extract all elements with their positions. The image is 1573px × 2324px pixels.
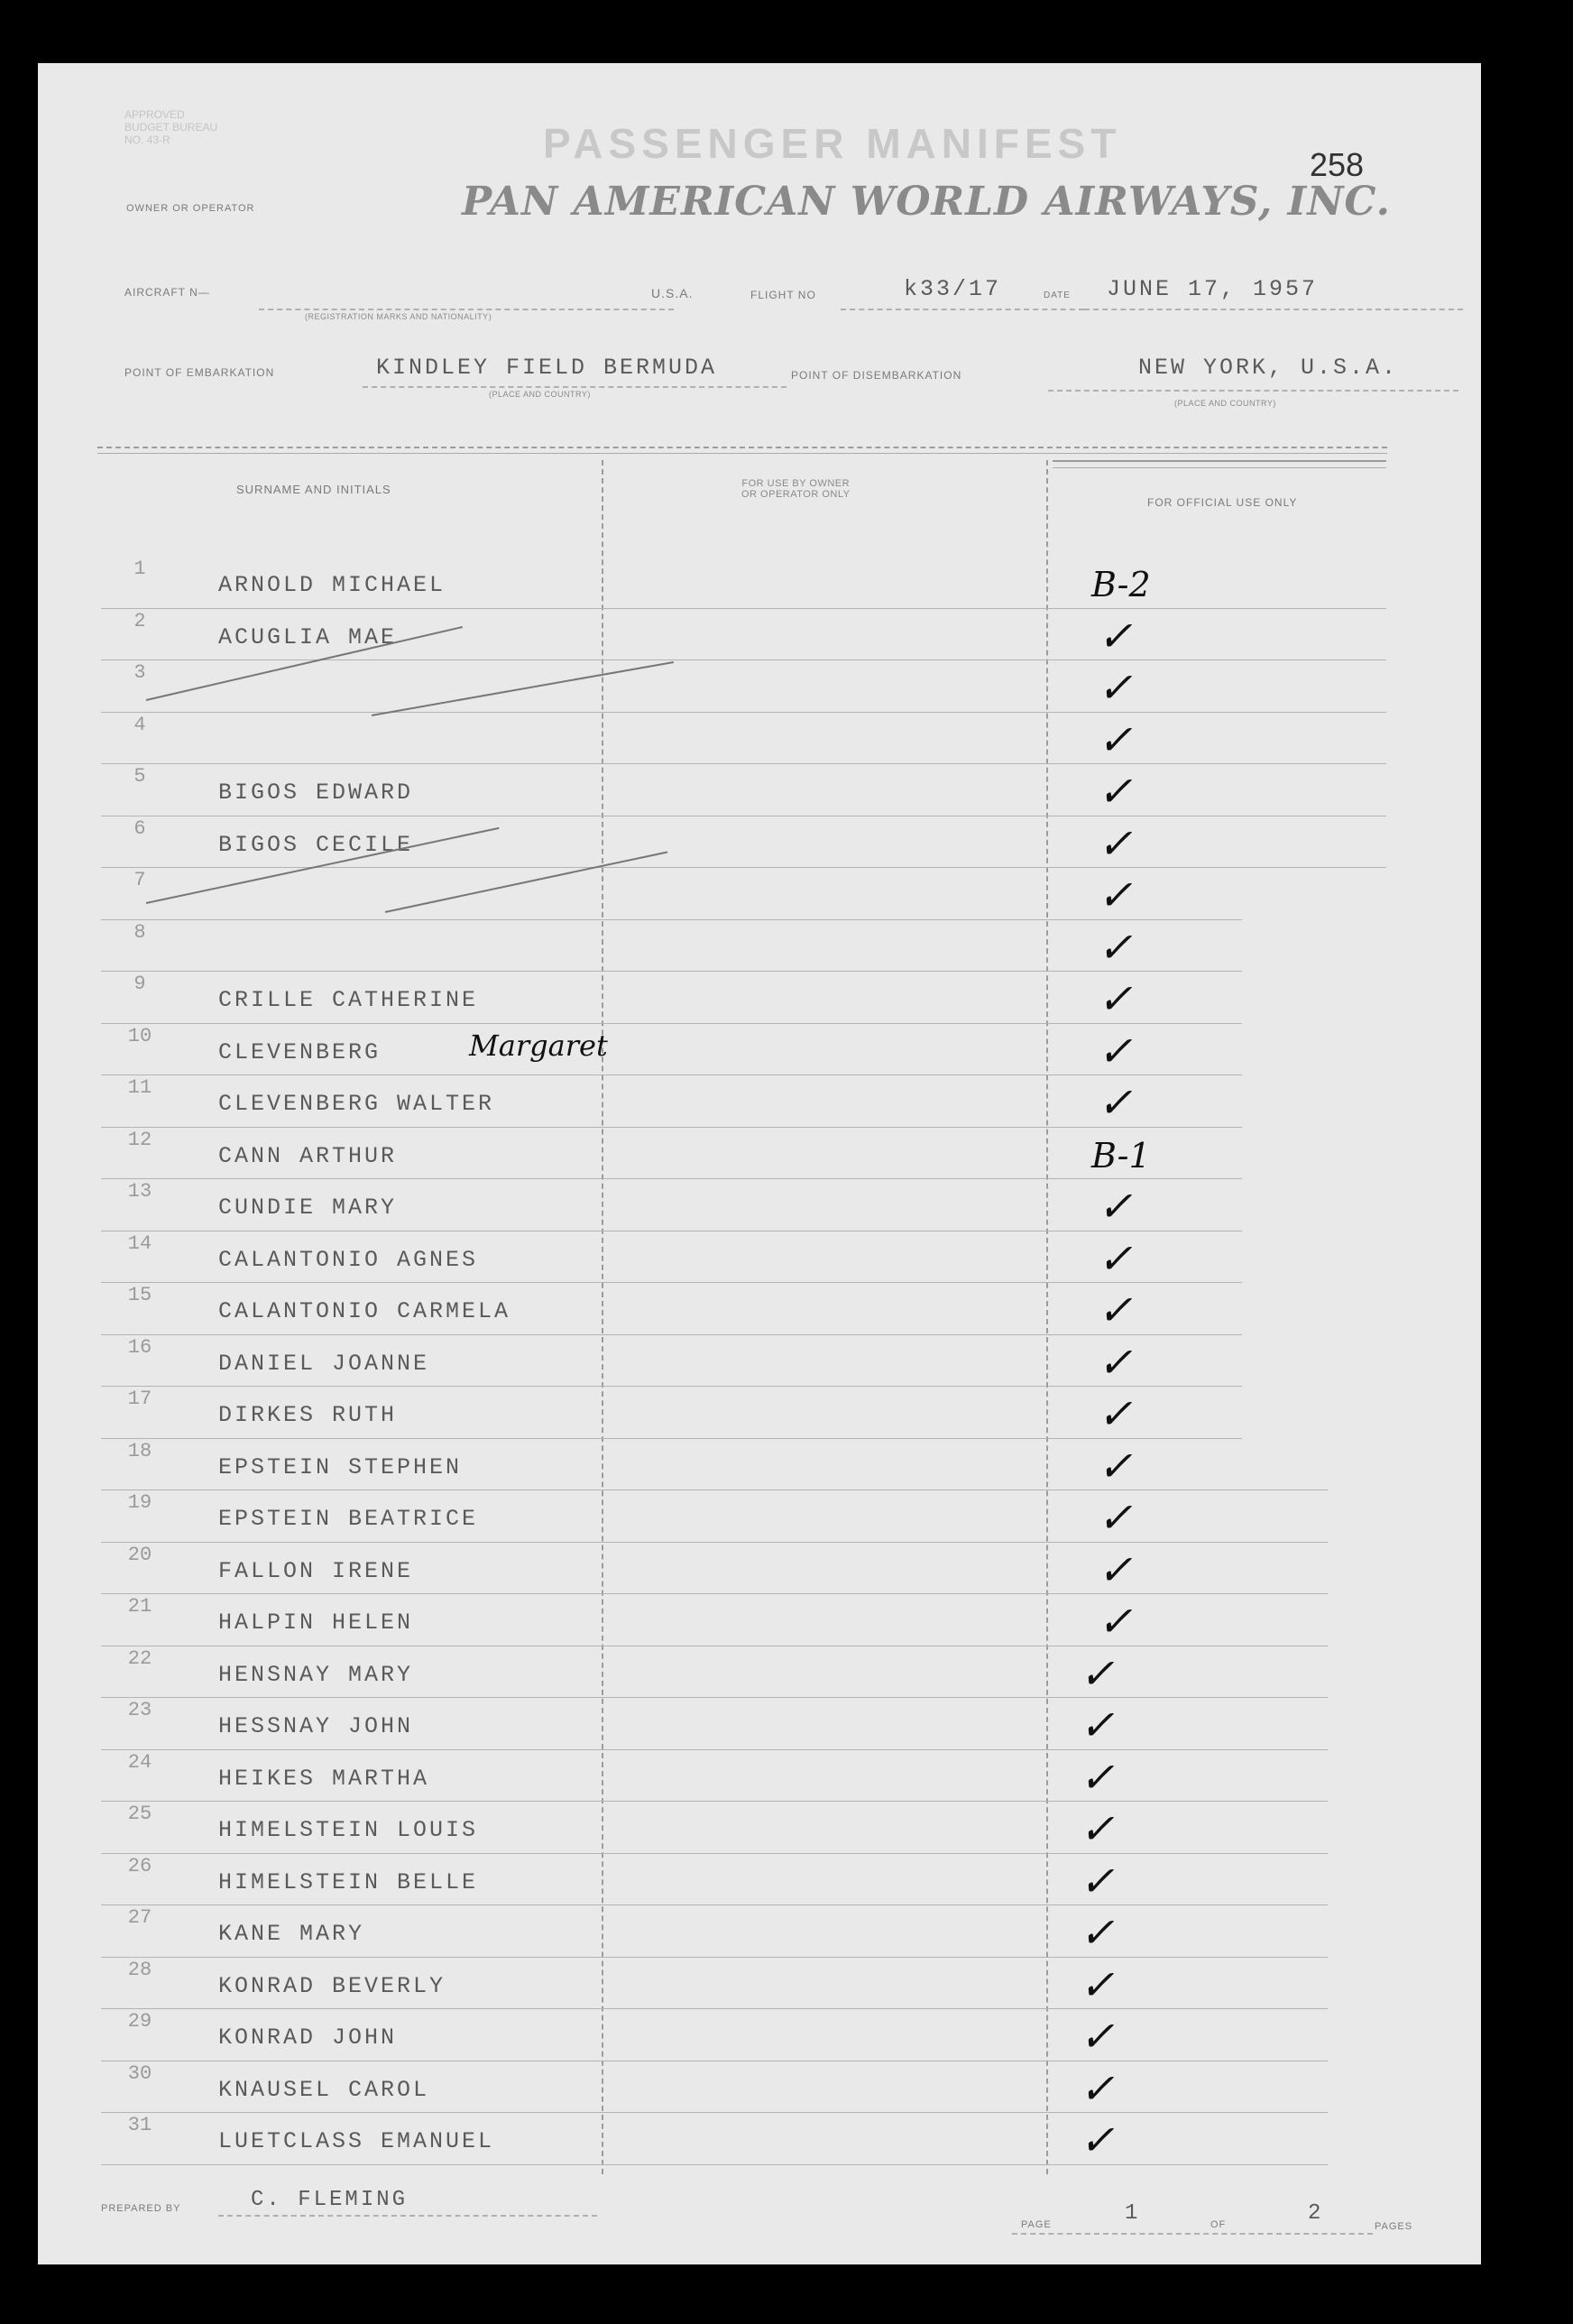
official-check-mark: ✓	[1098, 715, 1133, 764]
owner-use-line2: OR OPERATOR ONLY	[741, 489, 851, 500]
row-number: 31	[127, 2114, 152, 2136]
embarkation-underline	[363, 386, 786, 388]
embarkation-point: KINDLEY FIELD BERMUDA	[376, 355, 718, 381]
row-number: 21	[127, 1595, 152, 1618]
passenger-name: HESSNAY JOHN	[218, 1713, 414, 1739]
row-rule	[101, 1334, 1242, 1335]
official-check-mark: ✓	[1080, 2116, 1115, 2164]
passenger-name: ACUGLIA MAE	[218, 623, 398, 650]
passenger-name: HENSNAY MARY	[218, 1661, 414, 1688]
row-number: 1	[133, 558, 146, 580]
passenger-name: LUETCLASS EMANUEL	[218, 2128, 495, 2154]
disembarkation-label: POINT OF DISEMBARKATION	[791, 369, 962, 382]
row-rule	[101, 1801, 1328, 1802]
table-row	[38, 767, 1481, 819]
passenger-name: HEIKES MARTHA	[218, 1765, 430, 1792]
row-rule	[101, 2164, 1328, 2165]
table-row	[38, 974, 1481, 1027]
row-rule	[101, 1023, 1242, 1024]
official-check-mark: ✓	[1080, 1648, 1115, 1698]
official-check-mark: ✓	[1098, 871, 1133, 919]
owner-use-line1: FOR USE BY OWNER	[741, 478, 851, 489]
official-check-mark: ✓	[1098, 922, 1133, 972]
passenger-name: BIGOS CECILE	[218, 831, 414, 858]
row-rule	[101, 2008, 1328, 2009]
row-rule	[101, 919, 1242, 920]
row-rule	[101, 1127, 1242, 1128]
row-rule	[101, 1904, 1328, 1905]
official-check-mark: ✓	[1098, 1545, 1133, 1594]
table-row	[38, 920, 1481, 975]
passenger-name: KONRAD JOHN	[218, 2024, 398, 2051]
table-row	[38, 609, 1481, 664]
table-row	[38, 816, 1481, 872]
registration-caption: (REGISTRATION MARKS AND NATIONALITY)	[305, 312, 492, 321]
row-number: 24	[127, 1750, 152, 1774]
row-number: 27	[127, 1906, 152, 1929]
table-top-rule-2	[97, 453, 1387, 454]
row-number: 23	[127, 1699, 152, 1721]
stamped-page-number: 258	[1310, 146, 1365, 183]
passenger-name: HALPIN HELEN	[218, 1609, 414, 1636]
flight-date: JUNE 17, 1957	[1107, 276, 1319, 302]
aircraft-label: AIRCRAFT N—	[124, 286, 210, 299]
embarkation-label: POINT OF EMBARKATION	[124, 366, 275, 379]
manifest-sheet	[38, 63, 1481, 2264]
table-row	[38, 715, 1481, 768]
table-row	[38, 2061, 1481, 2116]
table-row	[38, 1078, 1481, 1130]
row-number: 9	[133, 973, 146, 995]
row-number: 30	[127, 2061, 152, 2085]
official-check-mark: ✓	[1098, 663, 1133, 712]
embarkation-caption: (PLACE AND COUNTRY)	[489, 390, 591, 399]
owner-label: OWNER OR OPERATOR	[126, 203, 255, 214]
official-check-mark: ✓	[1098, 1233, 1133, 1283]
row-number: 4	[133, 713, 146, 736]
row-number: 13	[127, 1180, 152, 1203]
row-rule	[101, 1957, 1328, 1958]
official-column-rule	[1053, 467, 1386, 468]
handwritten-annotation: Margaret	[469, 1028, 608, 1063]
passenger-name: DANIEL JOANNE	[218, 1350, 430, 1377]
row-rule	[101, 608, 1386, 609]
table-row	[38, 1854, 1481, 1909]
row-number: 10	[127, 1024, 152, 1047]
passenger-name: KNAUSEL CAROL	[218, 2076, 430, 2103]
official-check-mark: ✓	[1098, 1182, 1133, 1231]
col-header-owner-use	[741, 478, 850, 500]
table-row	[38, 2012, 1481, 2064]
official-check-mark: ✓	[1080, 1960, 1115, 2009]
official-check-mark: ✓	[1080, 1804, 1115, 1853]
official-check-mark: ✓	[1098, 1597, 1133, 1646]
passenger-name: CLEVENBERG WALTER	[218, 1091, 495, 1117]
row-number: 14	[127, 1231, 152, 1255]
passenger-name: HIMELSTEIN BELLE	[218, 1868, 479, 1895]
row-rule	[101, 1749, 1328, 1750]
company-name: PAN AMERICAN WORLD AIRWAYS, INC.	[462, 179, 1391, 225]
official-check-mark: B-2	[1091, 565, 1151, 604]
table-row	[38, 1286, 1481, 1338]
col-header-surname: SURNAME AND INITIALS	[236, 483, 391, 496]
of-label: OF	[1210, 2219, 1227, 2230]
official-check-mark: ✓	[1098, 1389, 1133, 1438]
row-rule	[101, 712, 1386, 713]
approval-line: BUDGET BUREAU	[124, 121, 218, 134]
disembarkation-underline	[1048, 390, 1458, 392]
total-pages: 2	[1308, 2201, 1324, 2226]
page-underline	[1012, 2233, 1373, 2235]
disembarkation-point: NEW YORK, U.S.A.	[1138, 355, 1399, 381]
row-rule	[101, 659, 1386, 660]
table-row	[38, 1389, 1481, 1442]
table-row	[38, 1960, 1481, 2013]
table-row	[38, 2116, 1481, 2168]
official-check-mark: ✓	[1098, 1078, 1133, 1127]
row-rule	[101, 1853, 1328, 1854]
official-check-mark: ✓	[1098, 818, 1133, 868]
aircraft-nationality: U.S.A.	[651, 286, 694, 300]
passenger-name: CRILLE CATHERINE	[218, 987, 479, 1013]
passenger-name: DIRKES RUTH	[218, 1402, 398, 1428]
passenger-name: CALANTONIO AGNES	[218, 1246, 479, 1273]
row-number: 15	[127, 1284, 152, 1306]
disembarkation-caption: (PLACE AND COUNTRY)	[1174, 399, 1276, 408]
approval-line: NO. 43-R	[124, 134, 170, 146]
row-number: 7	[133, 869, 146, 891]
passenger-name: KONRAD BEVERLY	[218, 1972, 446, 1999]
official-check-mark: ✓	[1098, 1286, 1133, 1334]
page-label: PAGE	[1021, 2219, 1052, 2230]
approval-line: APPROVED	[124, 108, 185, 121]
flight-label: FLIGHT NO	[750, 289, 816, 301]
official-check-mark: ✓	[1098, 1026, 1133, 1075]
date-underline	[1084, 309, 1463, 310]
row-number: 26	[127, 1854, 152, 1877]
approval-block	[124, 108, 217, 146]
table-row	[38, 1646, 1481, 1702]
row-number: 11	[127, 1076, 152, 1099]
passenger-name: EPSTEIN BEATRICE	[218, 1506, 479, 1532]
official-check-mark: B-1	[1091, 1135, 1151, 1176]
col-header-official-use: FOR OFFICIAL USE ONLY	[1147, 496, 1298, 509]
row-rule	[101, 1282, 1242, 1283]
manifest-title: PASSENGER MANIFEST	[543, 120, 1122, 167]
table-row	[38, 663, 1481, 715]
passenger-name: CANN ARTHUR	[218, 1142, 398, 1169]
row-number: 16	[127, 1335, 152, 1359]
official-check-mark: ✓	[1098, 611, 1133, 660]
row-rule	[101, 1489, 1328, 1490]
official-check-mark: ✓	[1098, 767, 1133, 816]
row-number: 17	[127, 1388, 152, 1410]
official-column-rule	[1053, 460, 1386, 462]
row-number: 25	[127, 1803, 152, 1825]
row-number: 12	[127, 1128, 152, 1151]
row-rule	[101, 1697, 1328, 1698]
row-number: 5	[133, 765, 146, 788]
row-rule	[101, 2112, 1328, 2113]
row-rule	[101, 1178, 1242, 1179]
table-row	[38, 1493, 1481, 1545]
official-check-mark: ✓	[1080, 1856, 1115, 1905]
passenger-name: CUNDIE MARY	[218, 1194, 398, 1221]
row-rule	[101, 763, 1386, 764]
row-rule	[101, 1386, 1242, 1387]
row-rule	[101, 1593, 1328, 1594]
prepared-underline	[218, 2215, 597, 2217]
table-row	[38, 1231, 1481, 1286]
table-row	[38, 1750, 1481, 1805]
prepared-by: C. FLEMING	[251, 2188, 409, 2212]
passenger-name: ARNOLD MICHAEL	[218, 572, 446, 598]
passenger-name: KANE MARY	[218, 1921, 365, 1947]
passenger-name: EPSTEIN STEPHEN	[218, 1453, 463, 1480]
table-row	[38, 559, 1481, 612]
official-check-mark: ✓	[1098, 1337, 1133, 1387]
row-rule	[101, 971, 1242, 972]
official-check-mark: ✓	[1098, 1441, 1133, 1490]
flight-number: k33/17	[904, 276, 1002, 302]
passenger-name: HIMELSTEIN LOUIS	[218, 1817, 479, 1843]
table-row	[38, 1335, 1481, 1390]
page-number: 1	[1125, 2201, 1141, 2226]
row-number: 2	[133, 609, 146, 632]
prepared-label: PREPARED BY	[101, 2203, 181, 2214]
row-number: 28	[127, 1958, 152, 1981]
official-check-mark: ✓	[1080, 1701, 1115, 1749]
table-row	[38, 1908, 1481, 1960]
table-row	[38, 1545, 1481, 1598]
aircraft-underline	[259, 309, 674, 310]
row-number: 18	[127, 1439, 152, 1462]
row-rule	[101, 1542, 1328, 1543]
passenger-name: CALANTONIO CARMELA	[218, 1298, 511, 1324]
official-check-mark: ✓	[1098, 1493, 1133, 1542]
official-check-mark: ✓	[1080, 1908, 1115, 1957]
table-row	[38, 1804, 1481, 1857]
row-rule	[101, 1074, 1242, 1075]
row-number: 19	[127, 1491, 152, 1514]
passenger-name: BIGOS EDWARD	[218, 779, 414, 806]
row-number: 29	[127, 2010, 152, 2033]
row-rule	[101, 1438, 1242, 1439]
row-number: 8	[133, 920, 146, 944]
table-top-rule	[97, 447, 1387, 448]
passenger-name: CLEVENBERG	[218, 1038, 382, 1065]
pages-label: PAGES	[1375, 2221, 1413, 2232]
passenger-name: FALLON IRENE	[218, 1557, 414, 1584]
flight-underline	[841, 309, 1084, 310]
row-number: 6	[133, 816, 146, 840]
table-row	[38, 1182, 1481, 1234]
table-row	[38, 1024, 1481, 1079]
official-check-mark: ✓	[1098, 974, 1133, 1023]
official-check-mark: ✓	[1080, 2063, 1115, 2113]
official-check-mark: ✓	[1080, 1752, 1115, 1802]
row-number: 20	[127, 1543, 152, 1566]
row-number: 3	[133, 661, 146, 684]
row-rule	[101, 867, 1386, 868]
table-row	[38, 1439, 1481, 1494]
table-row	[38, 1701, 1481, 1753]
date-label: DATE	[1044, 290, 1071, 300]
table-row	[38, 1597, 1481, 1649]
table-row	[38, 1130, 1481, 1183]
row-number: 22	[127, 1646, 152, 1670]
official-check-mark: ✓	[1080, 2012, 1115, 2061]
